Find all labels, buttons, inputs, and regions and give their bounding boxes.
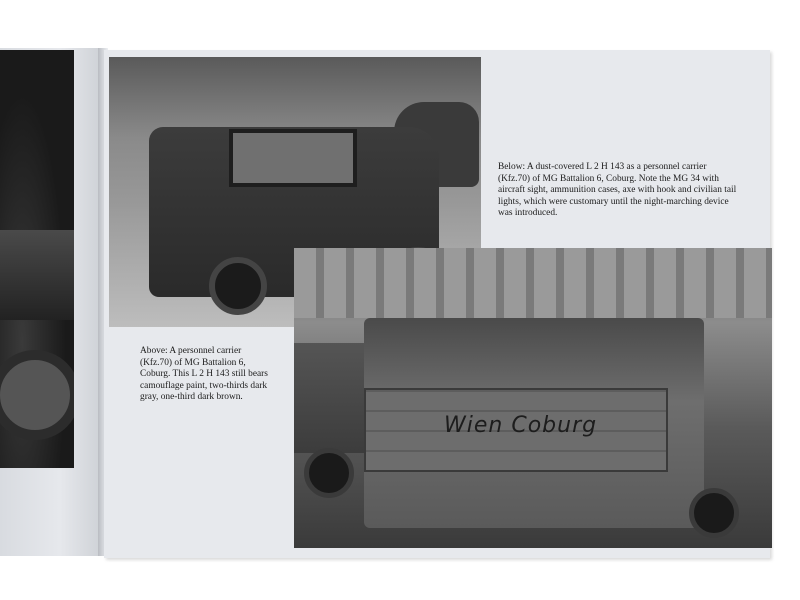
front-wheel (209, 257, 267, 315)
truck-wheel (304, 448, 354, 498)
left-page (0, 48, 100, 556)
right-page (104, 50, 770, 558)
truck-wheel (689, 488, 739, 538)
buildings (294, 248, 772, 318)
caption-below: Below: A dust-covered L 2 H 143 as a personnel carrier (Kfz.70) of MG Battalion 6, Coburg. Note the MG 34 with aircraft sight, ammunition cases, axe with hook and civilian tail lights, which were customary until the night-marching device was introduced. (498, 162, 737, 219)
side-vehicle (294, 343, 364, 453)
vehicle-silhouette (0, 230, 74, 320)
left-page-photo (0, 50, 74, 468)
photo-truck-rear (294, 248, 772, 548)
vehicle-wheel (0, 350, 74, 440)
open-book (0, 48, 780, 560)
windshield (229, 129, 357, 187)
chalk-inscription: Wien Coburg (444, 413, 598, 438)
caption-above: Above: A personnel carrier (Kfz.70) of MG Battalion 6, Coburg. This L 2 H 143 still bears camouflage paint, two-thirds dark gray, one-third dark brown. (140, 346, 268, 403)
